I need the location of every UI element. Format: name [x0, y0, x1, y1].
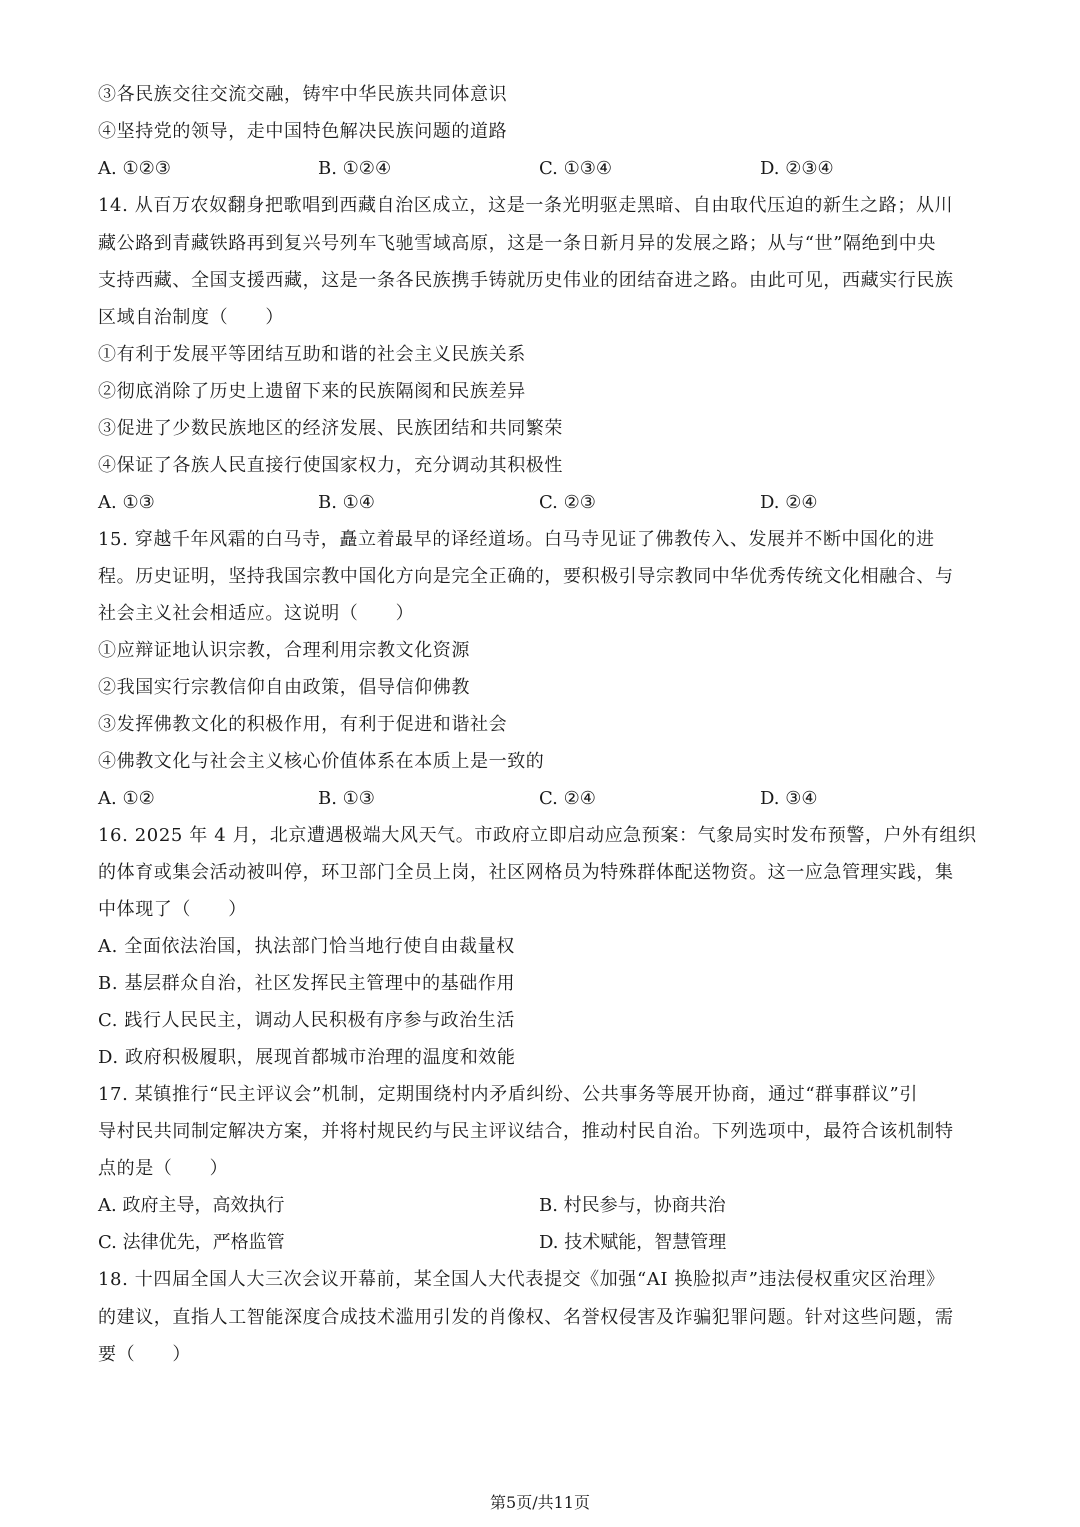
q15-item-4: ④佛教文化与社会主义核心价值体系在本质上是一致的 — [98, 751, 545, 772]
q17-options-row-2 — [98, 1230, 982, 1256]
q15-option-b: B. ①③ — [318, 788, 375, 809]
q15-item-3: ③发挥佛教文化的积极作用，有利于促进和谐社会 — [98, 714, 508, 735]
q15-option-c: C. ②④ — [539, 788, 596, 809]
q13-options — [98, 156, 982, 182]
q15-item-1: ①应辩证地认识宗教，合理利用宗教文化资源 — [98, 640, 470, 661]
q14-stem-line-1: 14. 从百万农奴翻身把歌唱到西藏自治区成立，这是一条光明驱走黑暗、自由取代压迫的新生之路；从川 — [98, 195, 954, 216]
q17-stem-line-2: 导村民共同制定解决方案，并将村规民约与民主评议结合，推动村民自治。下列选项中，最符合该机制特 — [98, 1121, 954, 1142]
q17-option-a: A. 政府主导，高效执行 — [98, 1195, 285, 1216]
q15-stem-line-3: 社会主义社会相适应。这说明（ ） — [98, 603, 415, 624]
q16-stem-line-3: 中体现了（ ） — [98, 899, 247, 920]
q16-stem-line-1: 16. 2025 年 4 月，北京遭遇极端大风天气。市政府立即启动应急预案：气象局实时发布预警，户外有组织 — [98, 825, 977, 846]
q13-option-c: C. ①③④ — [539, 158, 612, 179]
q16-stem-line-2: 的体育或集会活动被叫停，环卫部门全员上岗，社区网格员为特殊群体配送物资。这一应急管理实践，集 — [98, 862, 954, 883]
q13-option-d: D. ②③④ — [760, 158, 834, 179]
q13-option-b: B. ①②④ — [318, 158, 392, 179]
q17-option-b: B. 村民参与，协商共治 — [539, 1195, 726, 1216]
q16-option-c: C. 践行人民民主，调动人民积极有序参与政治生活 — [98, 1010, 515, 1031]
q15-option-a: A. ①② — [98, 788, 155, 809]
q15-stem-line-1: 15. 穿越千年风霜的白马寺，矗立着最早的译经道场。白马寺见证了佛教传入、发展并不断中国化的进 — [98, 529, 935, 550]
q15-stem-line-2: 程。历史证明，坚持我国宗教中国化方向是完全正确的，要积极引导宗教同中华优秀传统文化相融合、与 — [98, 566, 954, 587]
q17-stem-line-1: 17. 某镇推行“民主评议会”机制，定期围绕村内矛盾纠纷、公共事务等展开协商，通过“群事群议”引 — [98, 1084, 918, 1105]
q18-stem-line-3: 要（ ） — [98, 1344, 191, 1365]
q14-item-2: ②彻底消除了历史上遗留下来的民族隔阂和民族差异 — [98, 381, 526, 402]
page-number: 第5页/共11页 — [490, 1493, 590, 1512]
q15-options — [98, 786, 982, 812]
q16-option-d: D. 政府积极履职，展现首都城市治理的温度和效能 — [98, 1047, 516, 1068]
q14-stem-line-3: 支持西藏、全国支援西藏，这是一条各民族携手铸就历史伟业的团结奋进之路。由此可见，西藏实行民族 — [98, 270, 954, 291]
q14-stem-line-4: 区域自治制度（ ） — [98, 307, 284, 328]
q17-stem-line-3: 点的是（ ） — [98, 1158, 229, 1179]
q15-option-d: D. ③④ — [760, 788, 818, 809]
q14-stem-line-2: 藏公路到青藏铁路再到复兴号列车飞驰雪域高原，这是一条日新月异的发展之路；从与“世”隔绝到中央 — [98, 233, 936, 254]
q15-item-2: ②我国实行宗教信仰自由政策，倡导信仰佛教 — [98, 677, 470, 698]
q17-option-c: C. 法律优先，严格监管 — [98, 1232, 285, 1253]
q14-option-a: A. ①③ — [98, 492, 155, 513]
q17-option-d: D. 技术赋能，智慧管理 — [539, 1232, 727, 1253]
q14-option-d: D. ②④ — [760, 492, 818, 513]
q14-item-4: ④保证了各族人民直接行使国家权力，充分调动其积极性 — [98, 455, 563, 476]
q16-option-b: B. 基层群众自治，社区发挥民主管理中的基础作用 — [98, 973, 516, 994]
q14-item-3: ③促进了少数民族地区的经济发展、民族团结和共同繁荣 — [98, 418, 563, 439]
q13-item-3: ③各民族交往交流交融，铸牢中华民族共同体意识 — [98, 84, 508, 105]
q14-item-1: ①有利于发展平等团结互助和谐的社会主义民族关系 — [98, 344, 526, 365]
q14-option-b: B. ①④ — [318, 492, 375, 513]
q13-item-4: ④坚持党的领导，走中国特色解决民族问题的道路 — [98, 121, 508, 142]
q14-options — [98, 490, 982, 516]
q14-option-c: C. ②③ — [539, 492, 596, 513]
q18-stem-line-2: 的建议，直指人工智能深度合成技术滥用引发的肖像权、名誉权侵害及诈骗犯罪问题。针对这些问题，需 — [98, 1307, 954, 1328]
q16-option-a: A. 全面依法治国，执法部门恰当地行使自由裁量权 — [98, 936, 515, 957]
q18-stem-line-1: 18. 十四届全国人大三次会议开幕前，某全国人大代表提交《加强“AI 换脸拟声”违法侵权重灾区治理》 — [98, 1269, 945, 1290]
q17-options-row-1 — [98, 1193, 982, 1219]
q13-option-a: A. ①②③ — [98, 158, 171, 179]
